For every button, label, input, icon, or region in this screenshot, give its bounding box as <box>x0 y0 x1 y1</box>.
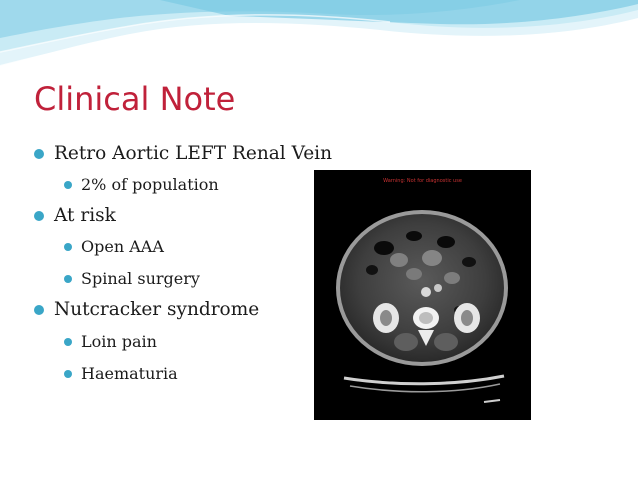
sub-bullet-loin-pain <box>64 332 157 351</box>
sub-bullet-text: Spinal surgery <box>81 269 200 288</box>
sub-bullet-text: Haematuria <box>81 364 178 383</box>
bullet-dot-icon <box>34 149 44 159</box>
bullet-text: Nutcracker syndrome <box>54 299 260 320</box>
bullet-dot-icon <box>64 181 72 189</box>
bullet-text: At risk <box>54 205 116 226</box>
bullet-dot-icon <box>64 243 72 251</box>
bullet-retro-aortic-renal-vein <box>34 143 332 164</box>
ct-scan-image <box>314 170 531 420</box>
bullet-dot-icon <box>64 370 72 378</box>
sub-bullet-population <box>64 175 219 194</box>
bullet-dot-icon <box>34 211 44 221</box>
sub-bullet-text: Open AAA <box>81 237 164 256</box>
bullet-dot-icon <box>34 305 44 315</box>
sub-bullet-spinal-surgery <box>64 269 200 288</box>
header-wave-decoration <box>0 0 638 80</box>
bullet-text: Retro Aortic LEFT Renal Vein <box>54 143 333 164</box>
sub-bullet-text: Loin pain <box>81 332 157 351</box>
bullet-at-risk <box>34 205 116 226</box>
sub-bullet-haematuria <box>64 364 178 383</box>
sub-bullet-open-aaa <box>64 237 164 256</box>
slide-title: Clinical Note <box>34 80 236 118</box>
bullet-nutcracker-syndrome <box>34 299 259 320</box>
ct-warning-label: Warning: Not for diagnostic use <box>383 178 462 184</box>
ct-scan-illustration <box>314 170 531 420</box>
sub-bullet-text: 2% of population <box>81 175 219 194</box>
bullet-dot-icon <box>64 275 72 283</box>
bullet-dot-icon <box>64 338 72 346</box>
